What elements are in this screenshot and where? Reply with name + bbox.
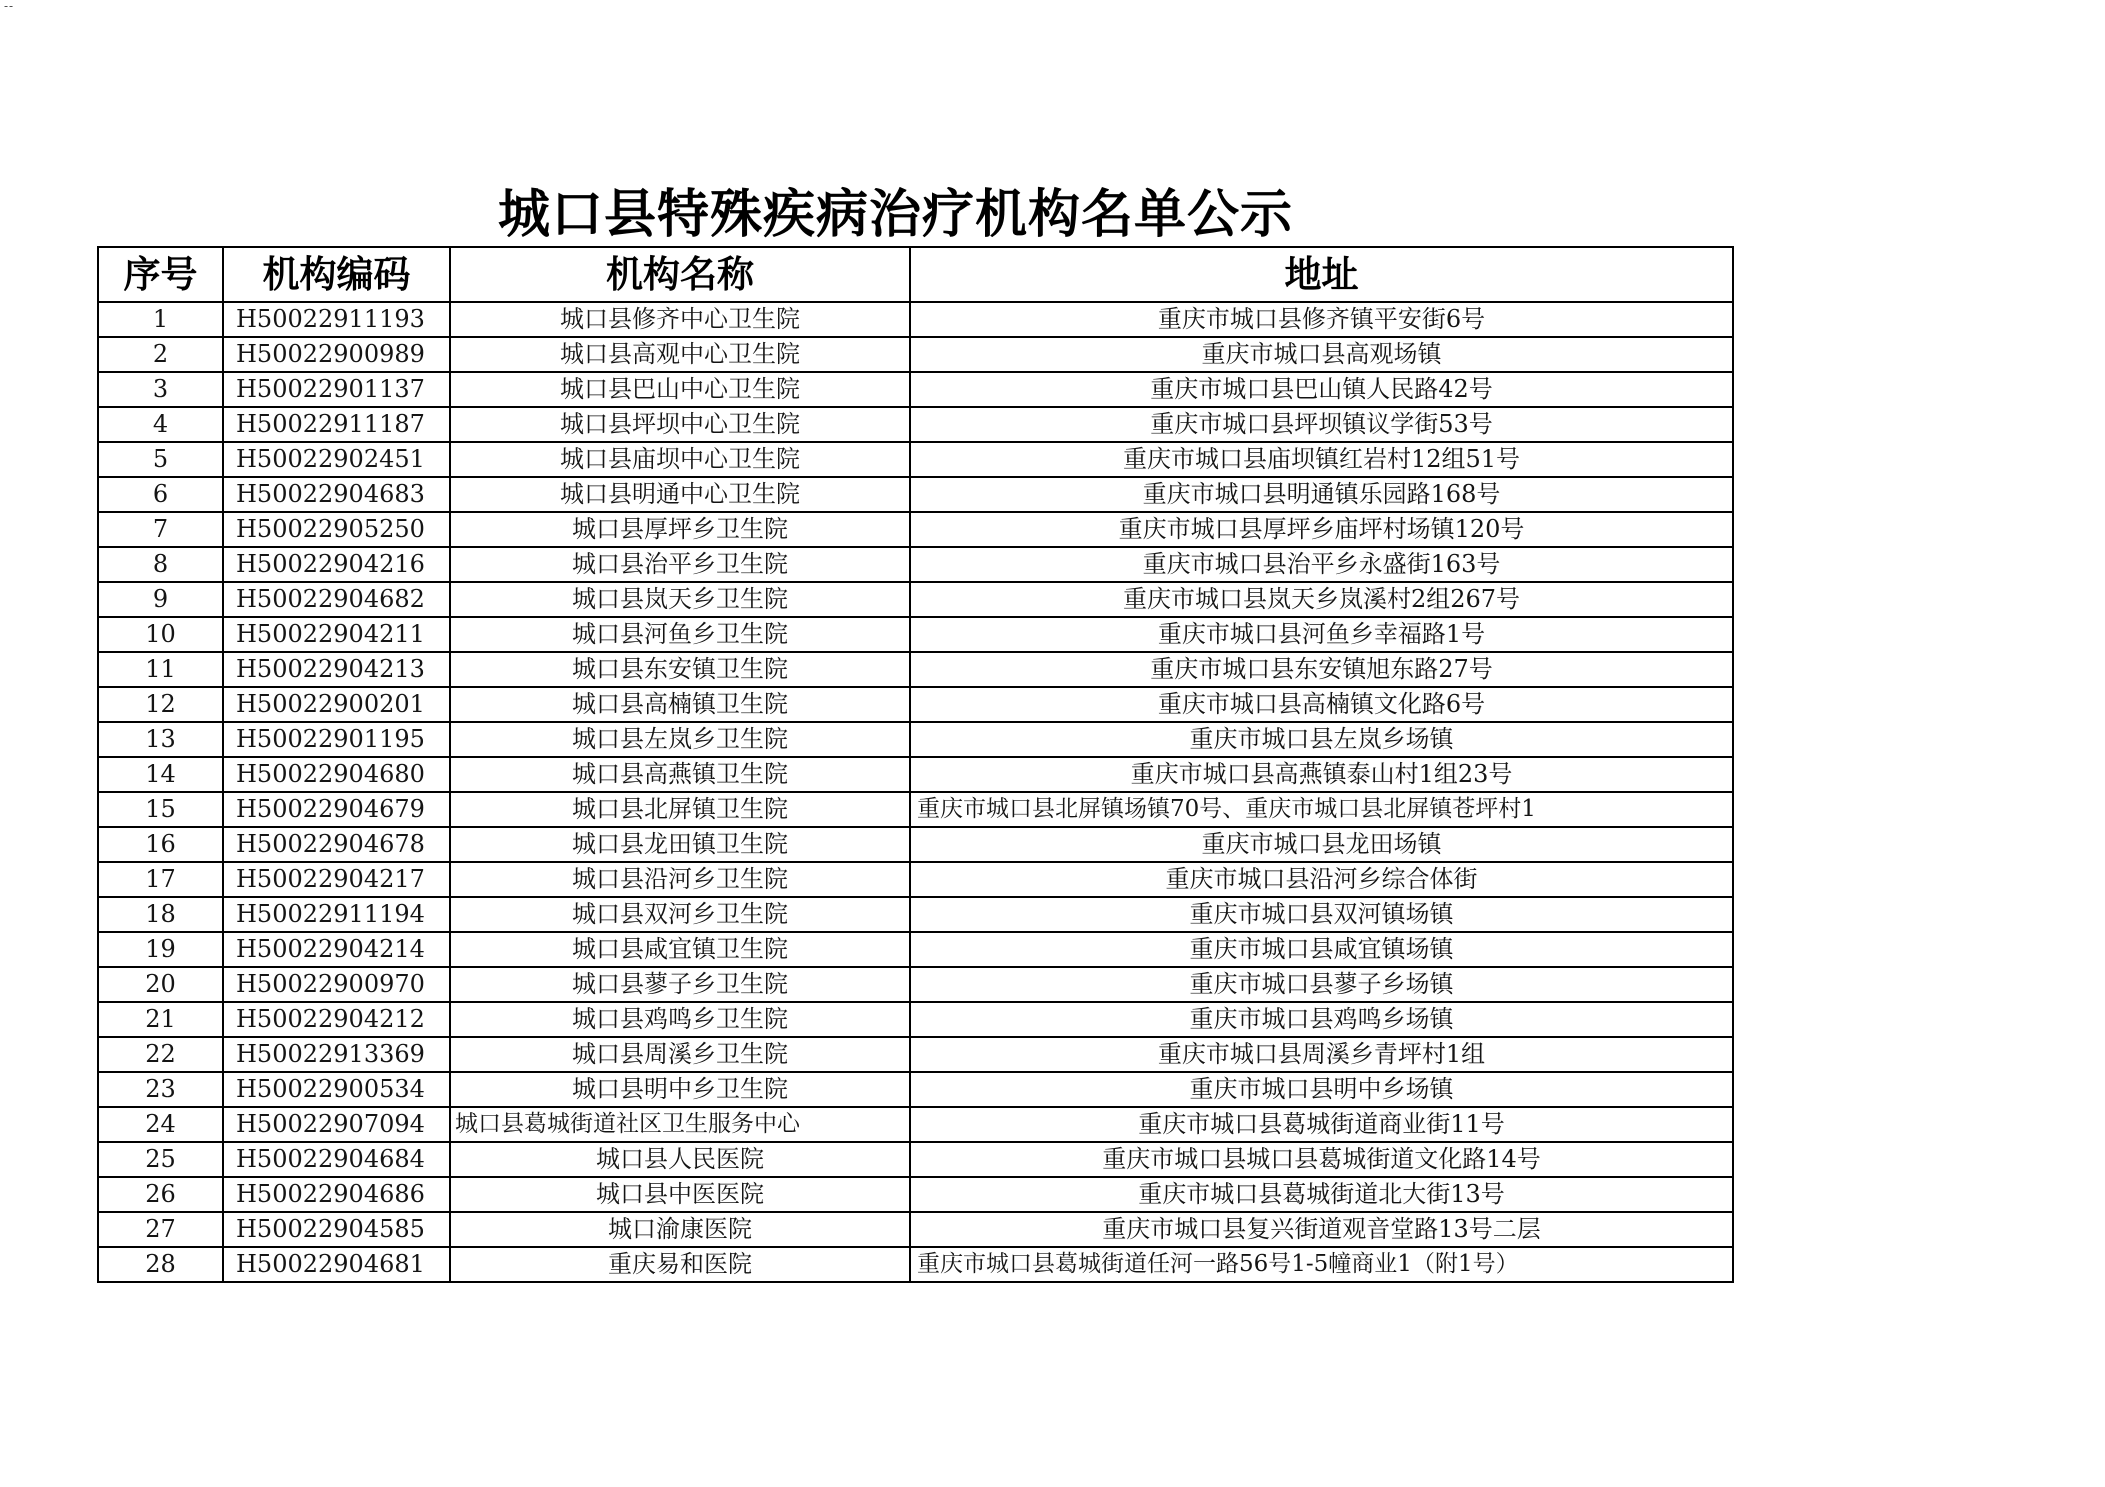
row-address: 重庆市城口县葛城街道北大街13号 [910,1177,1733,1212]
row-address: 重庆市城口县坪坝镇议学街53号 [910,407,1733,442]
row-code: H50022904686 [223,1177,450,1212]
row-seq: 16 [98,827,223,862]
row-seq: 5 [98,442,223,477]
row-seq: 22 [98,1037,223,1072]
row-name: 城口县坪坝中心卫生院 [450,407,910,442]
header-address: 地址 [910,247,1733,302]
table-row [98,512,1733,547]
row-address: 重庆市城口县高楠镇文化路6号 [910,687,1733,722]
table-row [98,687,1733,722]
row-name: 城口县鸡鸣乡卫生院 [450,1002,910,1037]
row-name: 城口县周溪乡卫生院 [450,1037,910,1072]
row-seq: 3 [98,372,223,407]
table-row [98,582,1733,617]
row-address: 重庆市城口县城口县葛城街道文化路14号 [910,1142,1733,1177]
row-code: H50022900970 [223,967,450,1002]
table-row [98,967,1733,1002]
table-row [98,1247,1733,1282]
row-code: H50022900989 [223,337,450,372]
table-row [98,1177,1733,1212]
row-name: 城口县蓼子乡卫生院 [450,967,910,1002]
row-seq: 2 [98,337,223,372]
row-seq: 11 [98,652,223,687]
row-seq: 23 [98,1072,223,1107]
row-name: 城口县高燕镇卫生院 [450,757,910,792]
row-name: 城口县巴山中心卫生院 [450,372,910,407]
row-name: 城口县修齐中心卫生院 [450,302,910,337]
table-header-row [98,247,1733,302]
row-name: 城口县龙田镇卫生院 [450,827,910,862]
row-name: 城口县中医医院 [450,1177,910,1212]
page-title: 城口县特殊疾病治疗机构名单公示 [498,185,1294,245]
row-address: 重庆市城口县明通镇乐园路168号 [910,477,1733,512]
row-seq: 25 [98,1142,223,1177]
row-code: H50022911193 [223,302,450,337]
table-row [98,1212,1733,1247]
table-row [98,442,1733,477]
row-address: 重庆市城口县修齐镇平安街6号 [910,302,1733,337]
table-row [98,757,1733,792]
table-row [98,337,1733,372]
row-address: 重庆市城口县咸宜镇场镇 [910,932,1733,967]
row-name: 城口县双河乡卫生院 [450,897,910,932]
row-name: 城口县岚天乡卫生院 [450,582,910,617]
row-seq: 27 [98,1212,223,1247]
row-name: 城口县咸宜镇卫生院 [450,932,910,967]
row-seq: 7 [98,512,223,547]
row-name: 城口县东安镇卫生院 [450,652,910,687]
row-seq: 15 [98,792,223,827]
row-code: H50022900201 [223,687,450,722]
table-row [98,407,1733,442]
header-seq: 序号 [98,247,223,302]
row-code: H50022904585 [223,1212,450,1247]
row-seq: 17 [98,862,223,897]
row-code: H50022913369 [223,1037,450,1072]
row-code: H50022904679 [223,792,450,827]
row-address: 重庆市城口县龙田场镇 [910,827,1733,862]
row-name: 城口县庙坝中心卫生院 [450,442,910,477]
row-seq: 13 [98,722,223,757]
row-address: 重庆市城口县巴山镇人民路42号 [910,372,1733,407]
row-address: 重庆市城口县岚天乡岚溪村2组267号 [910,582,1733,617]
row-name: 城口县葛城街道社区卫生服务中心 [450,1107,910,1142]
row-seq: 18 [98,897,223,932]
row-code: H50022904682 [223,582,450,617]
row-name: 城口县左岚乡卫生院 [450,722,910,757]
table-row [98,372,1733,407]
row-name: 城口县高楠镇卫生院 [450,687,910,722]
header-name: 机构名称 [450,247,910,302]
row-seq: 6 [98,477,223,512]
row-address: 重庆市城口县河鱼乡幸福路1号 [910,617,1733,652]
table-row [98,302,1733,337]
table-row [98,862,1733,897]
table-row [98,1072,1733,1107]
row-address: 重庆市城口县葛城街道任河一路56号1-5幢商业1（附1号） [910,1247,1733,1282]
table-row [98,827,1733,862]
row-address: 重庆市城口县鸡鸣乡场镇 [910,1002,1733,1037]
row-address: 重庆市城口县蓼子乡场镇 [910,967,1733,1002]
row-seq: 24 [98,1107,223,1142]
table-row [98,477,1733,512]
row-code: H50022900534 [223,1072,450,1107]
row-code: H50022904217 [223,862,450,897]
row-code: H50022905250 [223,512,450,547]
row-name: 重庆易和医院 [450,1247,910,1282]
row-address: 重庆市城口县东安镇旭东路27号 [910,652,1733,687]
row-name: 城口县高观中心卫生院 [450,337,910,372]
corner-mark: -- [4,0,15,13]
row-seq: 4 [98,407,223,442]
row-seq: 9 [98,582,223,617]
table-body [98,302,1733,1282]
row-address: 重庆市城口县双河镇场镇 [910,897,1733,932]
row-address: 重庆市城口县明中乡场镇 [910,1072,1733,1107]
row-code: H50022904214 [223,932,450,967]
row-address: 重庆市城口县左岚乡场镇 [910,722,1733,757]
header-code: 机构编码 [223,247,450,302]
row-seq: 28 [98,1247,223,1282]
row-seq: 14 [98,757,223,792]
row-seq: 20 [98,967,223,1002]
institution-table [97,246,1734,1283]
row-code: H50022904216 [223,547,450,582]
row-code: H50022901137 [223,372,450,407]
table-row [98,932,1733,967]
row-address: 重庆市城口县厚坪乡庙坪村场镇120号 [910,512,1733,547]
table-row [98,652,1733,687]
row-seq: 19 [98,932,223,967]
row-code: H50022901195 [223,722,450,757]
row-name: 城口县治平乡卫生院 [450,547,910,582]
row-address: 重庆市城口县高观场镇 [910,337,1733,372]
table-row [98,722,1733,757]
row-address: 重庆市城口县庙坝镇红岩村12组51号 [910,442,1733,477]
row-name: 城口县沿河乡卫生院 [450,862,910,897]
table-row [98,617,1733,652]
row-seq: 1 [98,302,223,337]
row-code: H50022904684 [223,1142,450,1177]
row-address: 重庆市城口县北屏镇场镇70号、重庆市城口县北屏镇苍坪村1 [910,792,1733,827]
row-code: H50022904681 [223,1247,450,1282]
table-row [98,547,1733,582]
row-code: H50022911187 [223,407,450,442]
row-seq: 21 [98,1002,223,1037]
row-code: H50022904683 [223,477,450,512]
row-name: 城口县河鱼乡卫生院 [450,617,910,652]
row-code: H50022911194 [223,897,450,932]
row-seq: 10 [98,617,223,652]
row-name: 城口县厚坪乡卫生院 [450,512,910,547]
table-row [98,1107,1733,1142]
row-code: H50022904680 [223,757,450,792]
row-address: 重庆市城口县葛城街道商业街11号 [910,1107,1733,1142]
row-name: 城口县明通中心卫生院 [450,477,910,512]
row-address: 重庆市城口县复兴街道观音堂路13号二层 [910,1212,1733,1247]
row-name: 城口县人民医院 [450,1142,910,1177]
row-code: H50022904212 [223,1002,450,1037]
row-name: 城口渝康医院 [450,1212,910,1247]
table-row [98,897,1733,932]
table-row [98,792,1733,827]
table-row [98,1037,1733,1072]
row-seq: 26 [98,1177,223,1212]
row-code: H50022907094 [223,1107,450,1142]
row-seq: 12 [98,687,223,722]
row-code: H50022902451 [223,442,450,477]
row-seq: 8 [98,547,223,582]
row-address: 重庆市城口县治平乡永盛街163号 [910,547,1733,582]
row-name: 城口县北屏镇卫生院 [450,792,910,827]
row-code: H50022904213 [223,652,450,687]
row-address: 重庆市城口县沿河乡综合体街 [910,862,1733,897]
row-code: H50022904678 [223,827,450,862]
table-row [98,1142,1733,1177]
row-name: 城口县明中乡卫生院 [450,1072,910,1107]
row-code: H50022904211 [223,617,450,652]
row-address: 重庆市城口县周溪乡青坪村1组 [910,1037,1733,1072]
table-row [98,1002,1733,1037]
row-address: 重庆市城口县高燕镇泰山村1组23号 [910,757,1733,792]
